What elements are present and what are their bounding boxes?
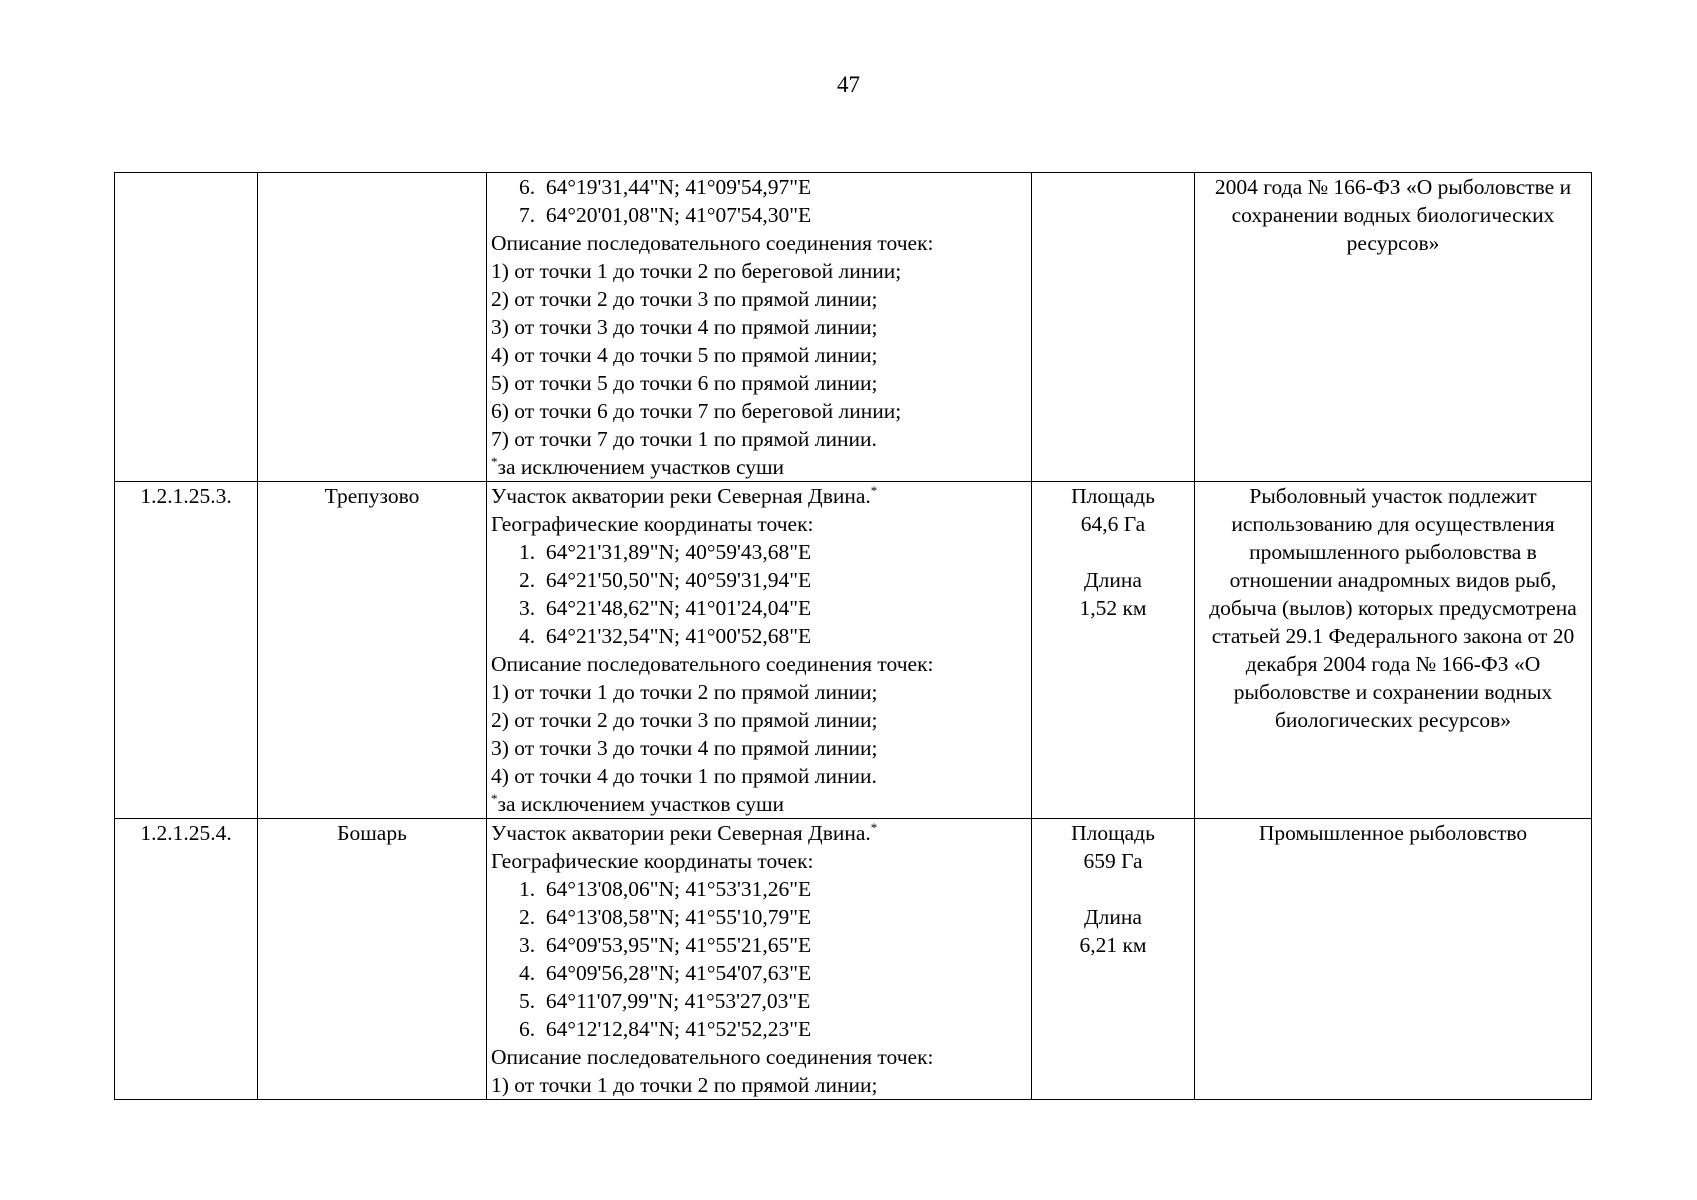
coordinate-item: 5. 64°11'07,99"N; 41°53'27,03"E [519, 989, 811, 1013]
length-label: Длина [1084, 905, 1142, 929]
area-label: Площадь [1071, 484, 1155, 508]
connection-item: 4) от точки 4 до точки 1 по прямой линии. [491, 764, 877, 788]
length-label: Длина [1084, 568, 1142, 592]
area-title: Участок акватории реки Северная Двина.* [491, 819, 878, 845]
area-value: 64,6 Га [1080, 512, 1146, 536]
connection-item: 1) от точки 1 до точки 2 по береговой линии; [491, 259, 902, 283]
connection-item: 2) от точки 2 до точки 3 по прямой линии; [491, 287, 878, 311]
area-value: 659 Га [1083, 849, 1143, 873]
coordinate-item: 2. 64°13'08,58"N; 41°55'10,79"E [519, 905, 812, 929]
area-parameters-cell [1032, 173, 1195, 482]
area-name-cell: Трепузово [258, 482, 487, 819]
connection-title: Описание последовательного соединения точек: [491, 652, 934, 676]
coordinate-item: 6. 64°19'31,44"N; 41°09'54,97"E [519, 175, 812, 199]
coordinate-item: 2. 64°21'50,50"N; 40°59'31,94"E [519, 568, 812, 592]
area-label: Площадь [1071, 821, 1155, 845]
area-title: Участок акватории реки Северная Двина.* [491, 482, 878, 508]
table-row [115, 482, 1592, 819]
area-parameters-cell [1032, 482, 1195, 819]
area-number-cell: 1.2.1.25.4. [115, 819, 258, 1100]
coordinate-item: 1. 64°13'08,06"N; 41°53'31,26"E [519, 877, 812, 901]
coordinate-item: 6. 64°12'12,84"N; 41°52'52,23"E [519, 1017, 812, 1041]
area-name-cell [258, 173, 487, 482]
coordinate-item: 3. 64°09'53,95"N; 41°55'21,65"E [519, 933, 812, 957]
area-number-cell: 1.2.1.25.3. [115, 482, 258, 819]
connection-item: 1) от точки 1 до точки 2 по прямой линии; [491, 680, 878, 704]
connection-item: 4) от точки 4 до точки 5 по прямой линии; [491, 343, 878, 367]
connection-item: 6) от точки 6 до точки 7 по береговой линии; [491, 399, 902, 423]
connection-item: 5) от точки 5 до точки 6 по прямой линии; [491, 371, 878, 395]
exclusion-note: *за исключением участков суши [491, 790, 785, 816]
length-value: 6,21 км [1079, 933, 1147, 957]
coordinates-title: Географические координаты точек: [491, 512, 814, 536]
table-row [115, 819, 1592, 1100]
purpose-cell: 2004 года № 166-ФЗ «О рыболовстве и сохранении водных биологических ресурсов» [1195, 173, 1592, 482]
coordinate-item: 4. 64°21'32,54"N; 41°00'52,68"E [519, 624, 812, 648]
connection-item: 1) от точки 1 до точки 2 по прямой линии; [491, 1073, 878, 1097]
coordinate-item: 3. 64°21'48,62"N; 41°01'24,04"E [519, 596, 812, 620]
connection-title: Описание последовательного соединения точек: [491, 231, 934, 255]
coordinate-item: 7. 64°20'01,08"N; 41°07'54,30"E [519, 203, 812, 227]
fishing-areas-table [114, 172, 1592, 1100]
exclusion-note: *за исключением участков суши [491, 453, 785, 479]
purpose-cell: Рыболовный участок подлежит использованию для осуществления промышленного рыболовства в отношении анадромных видов рыб, добыча (вылов) которых предусмотрена статьей 29.1 Федерального закона от 20 декабря 2004 года № 166-ФЗ «О рыболовстве и сохранении водных биологических ресурсов» [1195, 482, 1592, 819]
area-description-cell [487, 819, 1032, 1100]
area-parameters-cell [1032, 819, 1195, 1100]
connection-item: 7) от точки 7 до точки 1 по прямой линии. [491, 427, 877, 451]
purpose-cell: Промышленное рыболовство [1195, 819, 1592, 1100]
connection-title: Описание последовательного соединения точек: [491, 1045, 934, 1069]
coordinates-title: Географические координаты точек: [491, 849, 814, 873]
area-name-cell: Бошарь [258, 819, 487, 1100]
area-number-cell [115, 173, 258, 482]
length-value: 1,52 км [1079, 596, 1147, 620]
coordinate-item: 4. 64°09'56,28"N; 41°54'07,63"E [519, 961, 812, 985]
page-number: 47 [837, 72, 860, 97]
table-row [115, 173, 1592, 482]
area-description-cell [487, 173, 1032, 482]
connection-item: 3) от точки 3 до точки 4 по прямой линии; [491, 736, 878, 760]
connection-item: 3) от точки 3 до точки 4 по прямой линии; [491, 315, 878, 339]
coordinate-item: 1. 64°21'31,89"N; 40°59'43,68"E [519, 540, 812, 564]
area-description-cell [487, 482, 1032, 819]
connection-item: 2) от точки 2 до точки 3 по прямой линии; [491, 708, 878, 732]
